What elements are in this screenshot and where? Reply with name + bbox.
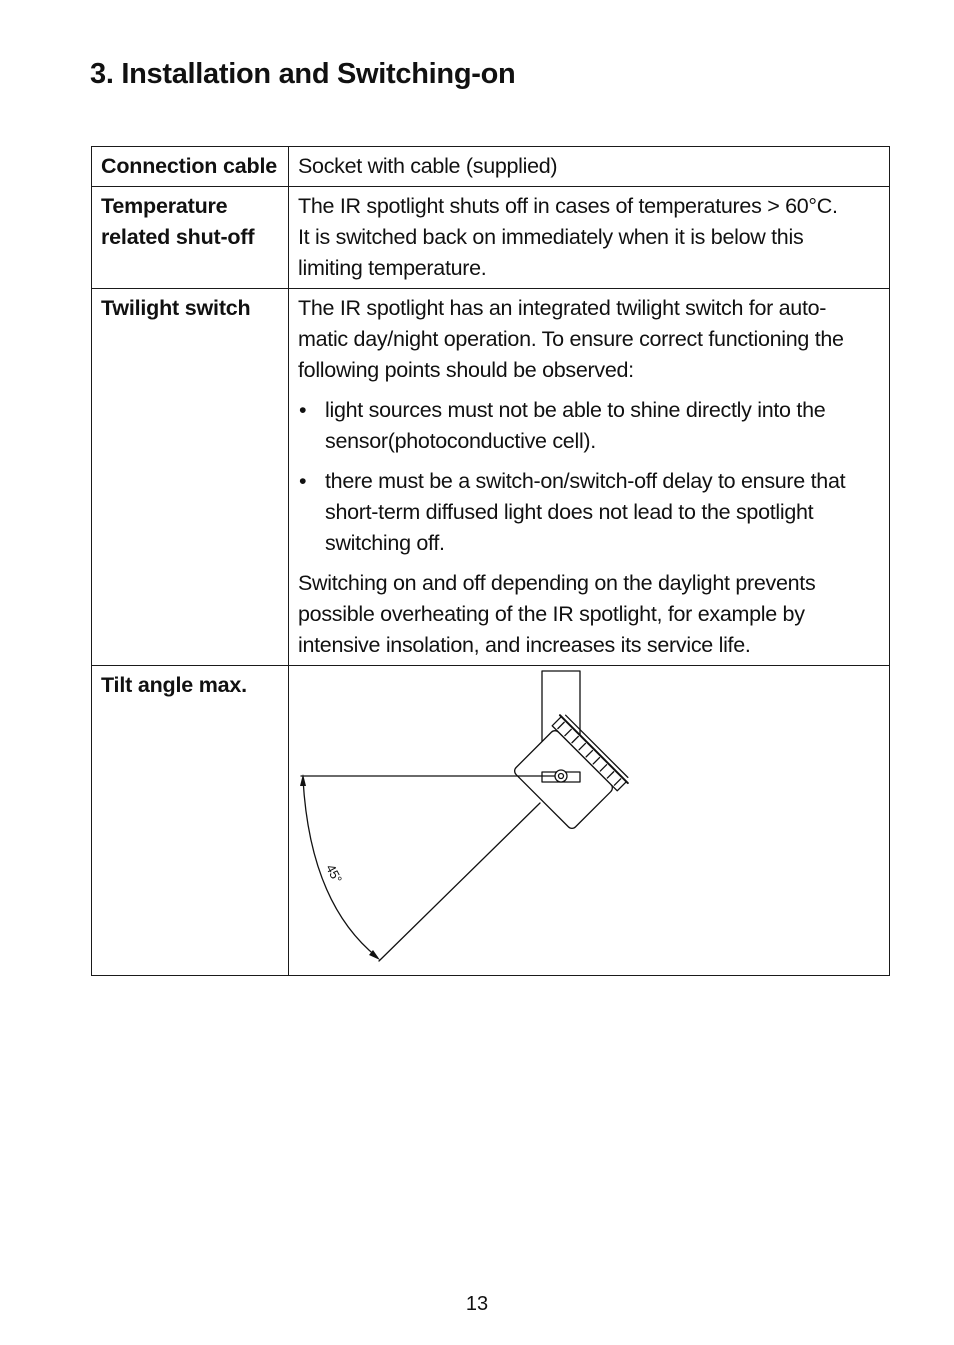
spec-table (91, 146, 890, 976)
text-line: intensive insolation, and increases its service life. (298, 633, 751, 657)
row-label-tilt-angle (92, 666, 289, 976)
angle-label: 45° (322, 861, 346, 886)
twilight-intro (298, 293, 880, 386)
list-item (298, 395, 880, 457)
text-line: light sources must not be able to shine directly into the (325, 398, 826, 422)
row-value-temperature-shutoff (289, 187, 890, 289)
text-line: following points should be observed: (298, 358, 634, 382)
tilt-reference-line (379, 803, 540, 961)
text-line: short-term diffused light does not lead to the spotlight (325, 500, 814, 524)
text-line: there must be a switch-on/switch-off delay to ensure that (325, 469, 846, 493)
page-title: 3. Installation and Switching-on (90, 58, 516, 90)
table-row (92, 666, 890, 976)
text-line: possible overheating of the IR spotlight, for example by (298, 602, 805, 626)
label-line: related shut-off (101, 225, 255, 249)
table-row (92, 289, 890, 666)
value-line: The IR spotlight shuts off in cases of temperatures > 60°C. (298, 194, 838, 218)
row-value-twilight-switch (289, 289, 890, 666)
row-label-temperature-shutoff (92, 187, 289, 289)
page-number: 13 (465, 1293, 489, 1315)
text-line: switching off. (325, 531, 445, 555)
label-line: Temperature (101, 194, 228, 218)
value-line: limiting temperature. (298, 256, 487, 280)
tilt-angle-diagram (289, 666, 887, 971)
text-line: sensor(photoconductive cell). (325, 429, 596, 453)
label-text: Connection cable (101, 154, 277, 178)
row-value-tilt-angle (289, 666, 890, 976)
row-label-twilight-switch (92, 289, 289, 666)
twilight-bullet-list (298, 395, 880, 559)
value-text: Socket with cable (supplied) (298, 154, 558, 178)
value-line: It is switched back on immediately when it is below this (298, 225, 804, 249)
label-text: Twilight switch (101, 296, 251, 320)
twilight-outro (298, 568, 880, 661)
text-line: matic day/night operation. To ensure correct functioning the (298, 327, 844, 351)
bullet-icon: • (299, 398, 307, 422)
label-text: Tilt angle max. (101, 673, 247, 697)
text-line: Switching on and off depending on the daylight prevents (298, 571, 816, 595)
row-value-connection-cable (289, 147, 890, 187)
table-row (92, 147, 890, 187)
table-row (92, 187, 890, 289)
text-line: The IR spotlight has an integrated twilight switch for auto- (298, 296, 827, 320)
list-item (298, 466, 880, 559)
row-label-connection-cable (92, 147, 289, 187)
bullet-icon: • (299, 469, 307, 493)
